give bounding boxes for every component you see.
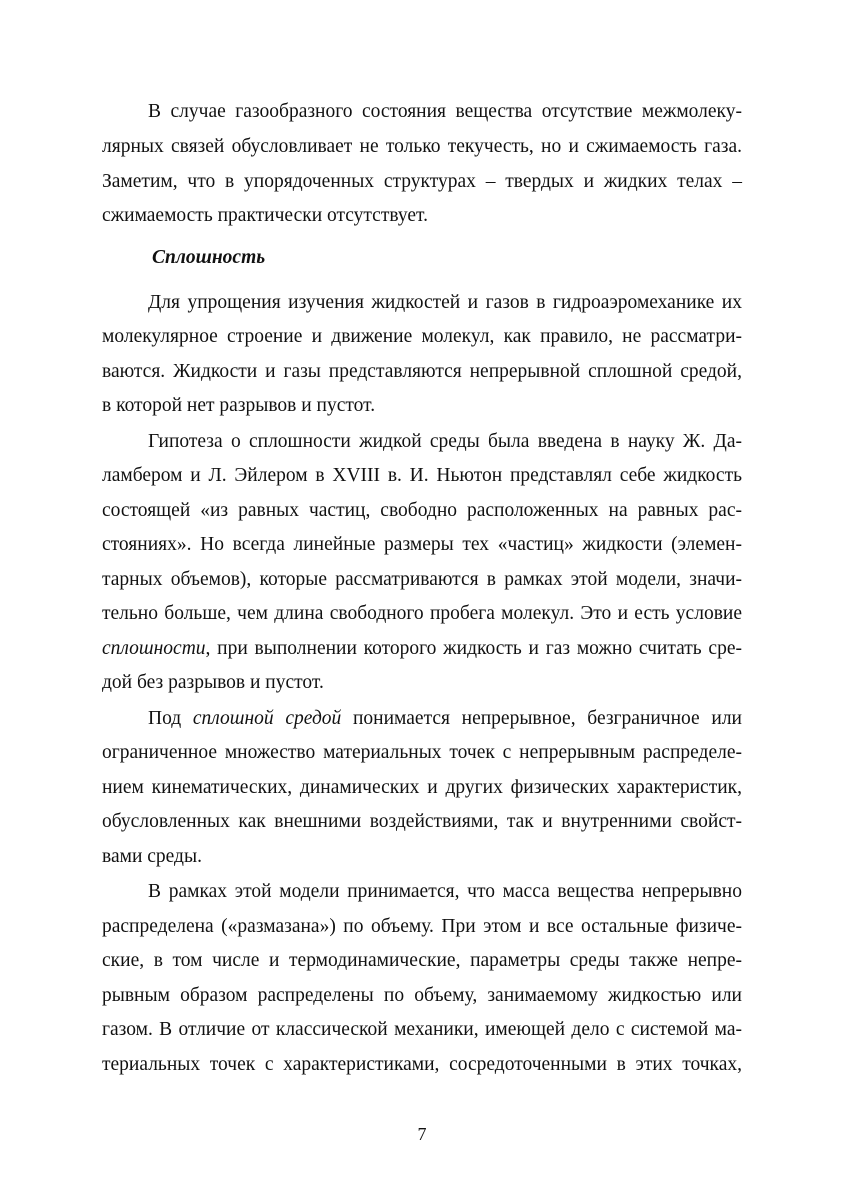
text-span: , при выполнении которого жидкость и газ можно считать сре- — [205, 638, 742, 659]
text-span: понимается непрерывное, безграничное или — [341, 708, 742, 729]
text-line: молекулярное строение и движение молекул, как правило, не рассматри- — [102, 326, 742, 347]
text-line: дой без разрывов и пустот. — [102, 672, 324, 693]
text-line: ламбером и Л. Эйлером в XVIII в. И. Ньютон представлял себе жидкость — [102, 465, 742, 486]
text-line: Заметим, что в упорядоченных структурах – твердых и жидких телах – — [102, 171, 742, 192]
text-line: рывным образом распределены по объему, занимаемому жидкостью или — [102, 985, 742, 1006]
text-line: состоящей «из равных частиц, свободно расположенных на равных рас- — [102, 500, 742, 521]
text-line: териальных точек с характеристиками, сосредоточенными в этих точках, — [102, 1054, 742, 1075]
text-line: обусловленных как внешними воздействиями, так и внутренними свойст- — [102, 811, 742, 832]
text-line — [148, 702, 742, 736]
emphasis-term: сплошной средой — [192, 708, 342, 729]
text-line: В случае газообразного состояния вещества отсутствие межмолеку- — [148, 101, 742, 122]
text-line: ваются. Жидкости и газы представляются непрерывной сплошной средой, — [102, 361, 742, 382]
text-line: в которой нет разрывов и пустот. — [102, 395, 376, 416]
text-line — [102, 632, 742, 666]
text-line: В рамках этой модели принимается, что масса вещества непрерывно — [148, 881, 742, 902]
text-line: ограниченное множество материальных точек с непрерывным распределе- — [102, 742, 742, 763]
text-line: лярных связей обусловливает не только текучесть, но и сжимаемость газа. — [102, 136, 742, 157]
text-line: ские, в том числе и термодинамические, параметры среды также непре- — [102, 950, 742, 971]
text-line: Для упрощения изучения жидкостей и газов в гидроаэромеханике их — [148, 292, 742, 313]
text-line: стояниях». Но всегда линейные размеры тех «частиц» жидкости (элемен- — [102, 534, 742, 555]
text-line: тельно больше, чем длина свободного пробега молекул. Это и есть условие — [102, 603, 742, 624]
text-line: нием кинематических, динамических и других физических характеристик, — [102, 777, 742, 798]
text-span: Под — [148, 708, 193, 729]
text-line: распределена («размазана») по объему. При этом и все остальные физиче- — [102, 916, 742, 937]
section-heading: Сплошность — [152, 247, 266, 268]
text-line: вами среды. — [102, 846, 202, 867]
page-number: 7 — [417, 1124, 427, 1144]
text-line: Гипотеза о сплошности жидкой среды была введена в науку Ж. Да- — [148, 431, 742, 452]
text-line: тарных объемов), которые рассматриваются в рамках этой модели, значи- — [102, 569, 742, 590]
emphasis-term: сплошности — [102, 638, 206, 659]
text-line: сжимаемость практически отсутствует. — [102, 205, 428, 226]
text-line: газом. В отличие от классической механики, имеющей дело с системой ма- — [102, 1019, 742, 1040]
